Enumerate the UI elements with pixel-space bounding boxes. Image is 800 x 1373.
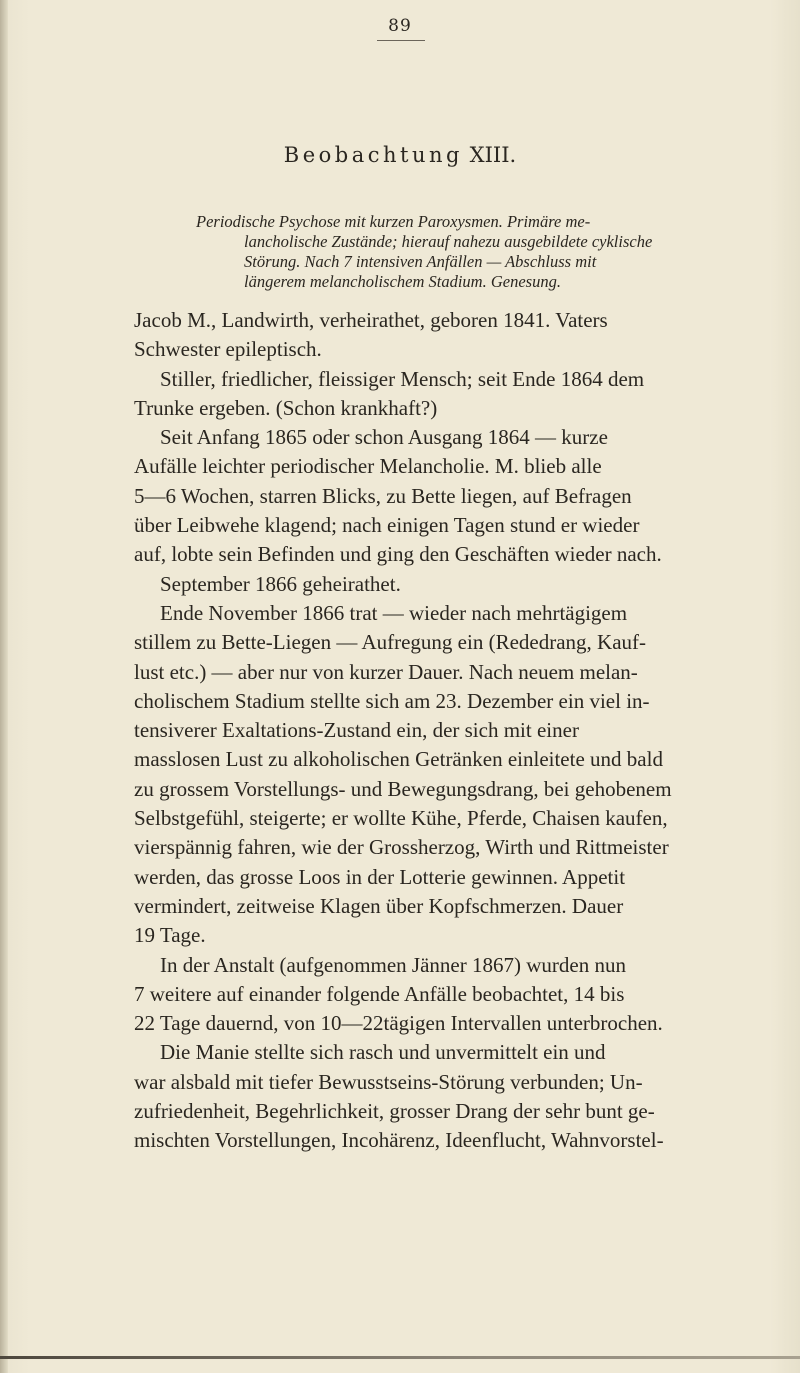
summary-line: Störung. Nach 7 intensiven Anfällen — Abschluss mit [244,252,597,271]
summary-line: Periodische Psychose mit kurzen Paroxysmen. Primäre me- [196,212,591,231]
case-summary [196,212,756,292]
text-line: Die Manie stellte sich rasch und unvermittelt ein und [160,1040,606,1065]
text-line: Ende November 1866 trat — wieder nach mehrtägigem [160,600,628,625]
text-line: Jacob M., Landwirth, verheirathet, geboren 1841. Vaters [134,308,608,332]
text-line: tensiverer Exaltations-Zustand ein, der sich mit einer [134,718,579,743]
text-line: Aufälle leichter periodischer Melancholie. M. blieb alle [134,454,602,479]
text-line: 22 Tage dauernd, von 10—22tägigen Intervallen unterbrochen. [134,1011,663,1036]
text-line: Schwester epileptisch. [134,337,322,362]
text-line: Selbstgefühl, steigerte; er wollte Kühe, Pferde, Chaisen kaufen, [134,806,668,831]
text-line: masslosen Lust zu alkoholischen Getränken einleitete und bald [134,747,663,772]
text-line: 19 Tage. [134,923,206,948]
page-number-rule [377,40,425,41]
section-heading [0,143,800,167]
text-line: September 1866 geheirathet. [160,571,401,596]
case-text [134,306,774,1156]
text-line: cholischem Stadium stellte sich am 23. Dezember ein viel in- [134,688,650,713]
page-bottom-edge [0,1356,800,1359]
text-line: Seit Anfang 1865 oder schon Ausgang 1864 — kurze [160,425,608,450]
text-line: lust etc.) — aber nur von kurzer Dauer. Nach neuem melan- [134,659,638,684]
text-line: 7 weitere auf einander folgende Anfälle beobachtet, 14 bis [134,981,625,1006]
summary-line: lancholische Zustände; hierauf nahezu ausgebildete cyklische [244,232,653,251]
heading-roman-numeral: XIII. [469,143,517,167]
text-line: 5—6 Wochen, starren Blicks, zu Bette liegen, auf Befragen [134,483,632,508]
text-line: auf, lobte sein Befinden und ging den Geschäften wieder nach. [134,542,662,567]
text-line: vierspännig fahren, wie der Grossherzog, Wirth und Rittmeister [134,835,669,860]
page-number: 89 [388,16,412,36]
summary-line: längerem melancholischem Stadium. Genesung. [244,272,561,291]
text-line: Trunke ergeben. (Schon krankhaft?) [134,395,438,420]
text-line: mischten Vorstellungen, Incohärenz, Ideenflucht, Wahnvorstel- [134,1128,664,1153]
text-line: vermindert, zeitweise Klagen über Kopfschmerzen. Dauer [134,893,624,918]
text-line: war alsbald mit tiefer Bewusstseins-Störung verbunden; Un- [134,1069,643,1094]
heading-label: Beobachtung [283,143,463,167]
text-line: Stiller, friedlicher, fleissiger Mensch; seit Ende 1864 dem [160,366,645,391]
text-line: In der Anstalt (aufgenommen Jänner 1867) wurden nun [160,952,626,977]
text-line: werden, das grosse Loos in der Lotterie gewinnen. Appetit [134,864,626,889]
text-line: zu grossem Vorstellungs- und Bewegungsdrang, bei gehobenem [134,776,672,801]
page-binding-edge [0,0,8,1373]
text-line: über Leibwehe klagend; nach einigen Tagen stund er wieder [134,513,640,538]
text-line: zufriedenheit, Begehrlichkeit, grosser Drang der sehr bunt ge- [134,1099,655,1124]
text-line: stillem zu Bette-Liegen — Aufregung ein (Rededrang, Kauf- [134,630,646,655]
